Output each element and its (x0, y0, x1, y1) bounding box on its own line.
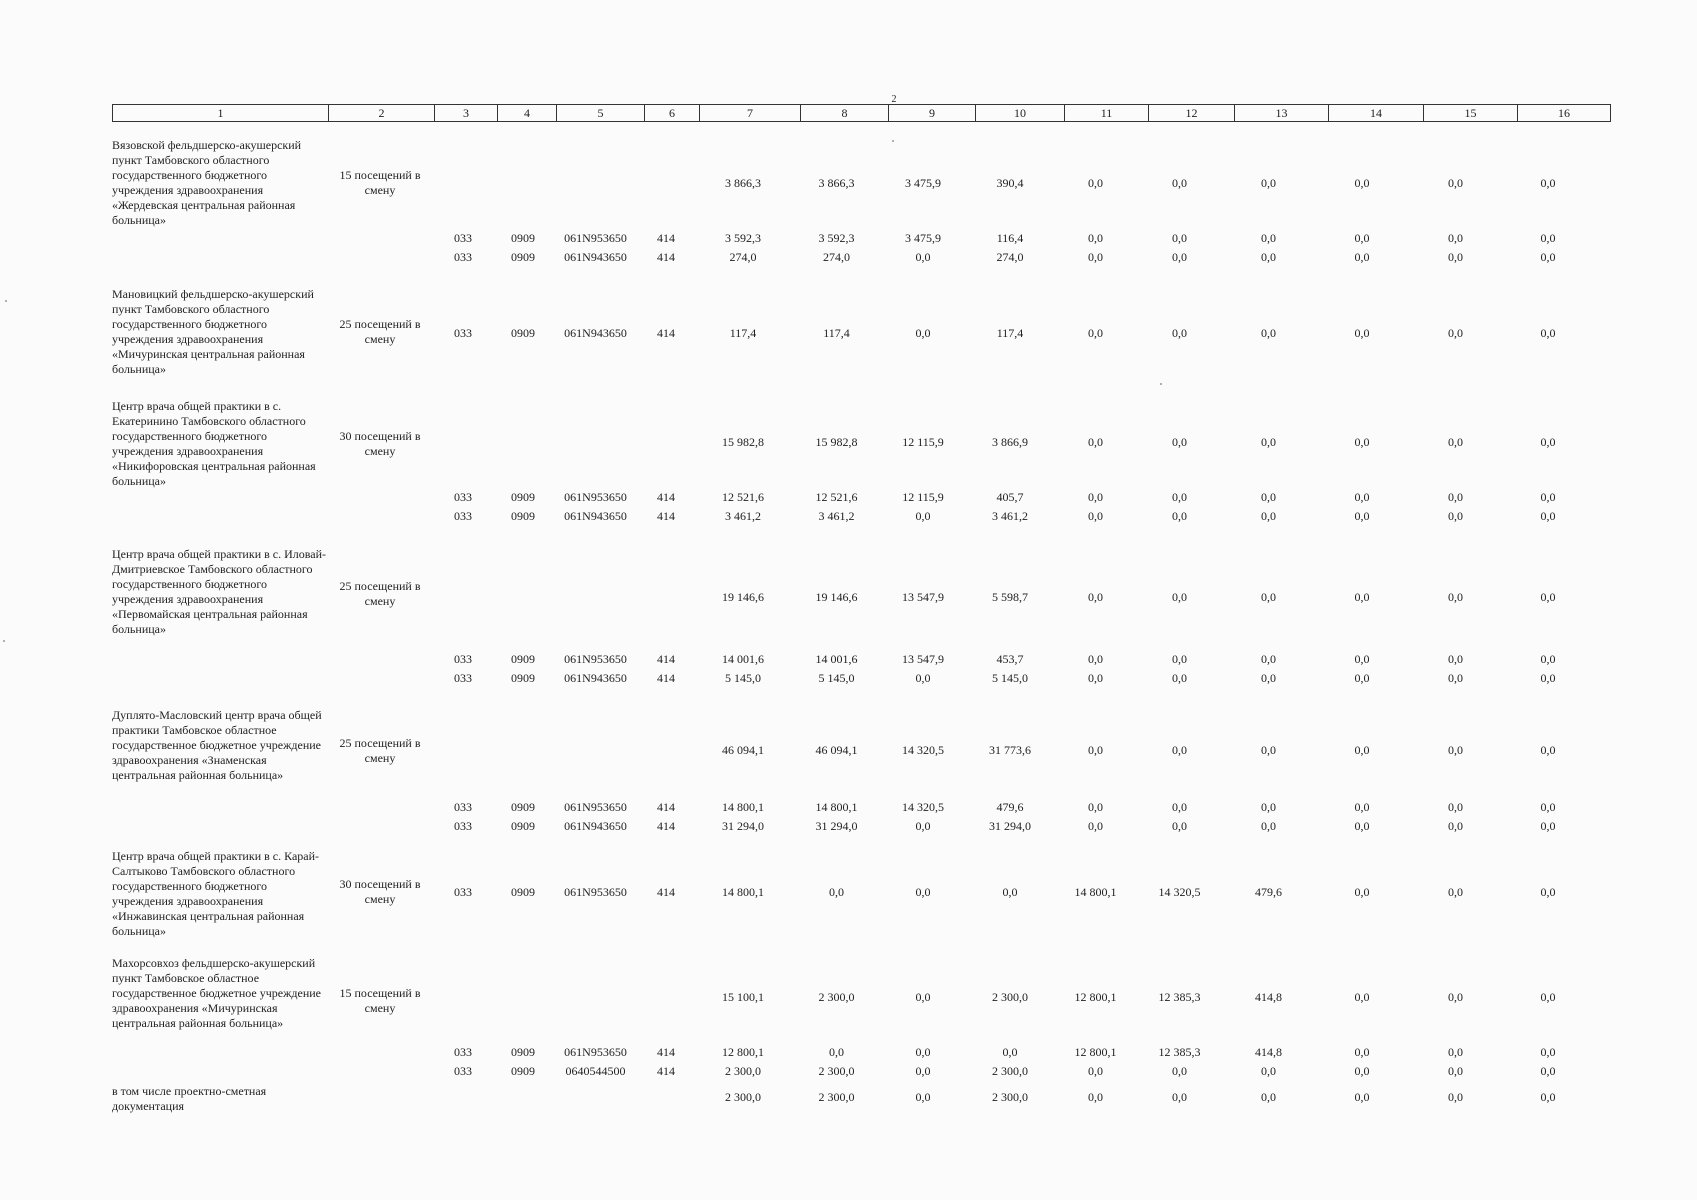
sub-row-cell-col-15: 0,0 (1448, 250, 1463, 264)
column-number-header (112, 104, 1611, 122)
sub-row-cell-col-9: 0,0 (915, 509, 931, 523)
total-cell-col-8: 15 982,8 (815, 435, 858, 449)
sub-row-cell-col-13: 0,0 (1261, 652, 1276, 666)
total-cell-col-12: 0,0 (1172, 590, 1187, 604)
sub-row-cell-col-16: 0,0 (1540, 671, 1556, 685)
header-col-16: 16 (1518, 105, 1611, 122)
total-cell-col-9: 3 475,9 (905, 176, 941, 190)
sub-row-cell-col-11: 0,0 (1088, 671, 1103, 685)
total-cell-col-8: 2 300,0 (818, 1090, 855, 1104)
header-col-4: 4 (498, 105, 557, 122)
sub-row-cell-col-16: 0,0 (1540, 819, 1556, 833)
sub-row-cell-col-7: 3 461,2 (725, 509, 761, 523)
total-cell-col-9: 12 115,9 (902, 435, 944, 449)
sub-row-cell-col-15: 0,0 (1448, 1064, 1463, 1078)
sub-row-cell-col-12: 0,0 (1172, 652, 1187, 666)
sub-row-cell-col-11: 12 800,1 (1074, 1045, 1117, 1059)
total-cell-col-15: 0,0 (1448, 1090, 1463, 1104)
sub-row-cell-col-10: 5 145,0 (992, 671, 1028, 685)
sub-row-cell-col-5: 061N953650 (564, 490, 627, 504)
total-cell-col-7: 15 100,1 (722, 990, 764, 1004)
sub-row-cell-col-7: 31 294,0 (722, 819, 764, 833)
sub-row-cell-col-7: 14 001,6 (722, 652, 764, 666)
entry-capacity: 30 посещений в смену (339, 877, 421, 906)
total-cell-col-10: 0,0 (1002, 885, 1018, 899)
sub-row-cell-col-13: 0,0 (1261, 250, 1276, 264)
total-cell-col-14: 0,0 (1354, 990, 1370, 1004)
sub-row-cell-col-4: 0909 (511, 652, 535, 666)
total-cell-col-13: 0,0 (1261, 743, 1276, 757)
sub-row-cell-col-3: 033 (454, 1045, 472, 1059)
total-cell-col-13: 0,0 (1261, 326, 1276, 340)
total-cell-col-11: 14 800,1 (1074, 885, 1117, 899)
total-cell-col-9: 14 320,5 (902, 743, 944, 757)
sub-row-cell-col-7: 12 800,1 (722, 1045, 764, 1059)
entry-name: Махорсовхоз фельдшерско-акушерский пункт Тамбовское областное государственное бюджетное учреждение здравоохранения «Мичуринская центральная районная больница» (112, 956, 321, 1030)
total-cell-col-3: 033 (454, 326, 472, 340)
sub-row-cell-col-14: 0,0 (1354, 819, 1370, 833)
sub-row-cell-col-4: 0909 (511, 1064, 535, 1078)
total-cell-col-15: 0,0 (1448, 743, 1463, 757)
total-cell-col-13: 0,0 (1261, 176, 1276, 190)
total-cell-col-14: 0,0 (1354, 176, 1370, 190)
sub-row-cell-col-3: 033 (454, 509, 472, 523)
entry-name: Центр врача общей практики в с. Екатеринино Тамбовского областного государственного бюджетного учреждения здравоохранения «Никифоровская центральная районная больница» (112, 399, 316, 488)
entry-name: Центр врача общей практики в с. Карай-Салтыково Тамбовского областного государственного бюджетного учреждения здравоохранения «Инжавинская центральная районная больница» (112, 849, 320, 938)
header-col-8: 8 (801, 105, 889, 122)
sub-row-cell-col-6: 414 (657, 671, 675, 685)
sub-row-cell-col-4: 0909 (511, 490, 535, 504)
total-cell-col-15: 0,0 (1448, 326, 1463, 340)
header-col-11: 11 (1065, 105, 1149, 122)
total-cell-col-11: 0,0 (1088, 1090, 1103, 1104)
total-cell-col-3: 033 (454, 885, 472, 899)
total-cell-col-9: 0,0 (915, 885, 931, 899)
header-col-3: 3 (435, 105, 498, 122)
total-cell-col-11: 0,0 (1088, 435, 1103, 449)
sub-row-cell-col-10: 31 294,0 (989, 819, 1031, 833)
total-cell-col-11: 12 800,1 (1074, 990, 1117, 1004)
sub-row-cell-col-13: 0,0 (1261, 231, 1276, 245)
sub-row-cell-col-5: 061N953650 (564, 1045, 627, 1059)
sub-row-cell-col-7: 3 592,3 (725, 231, 761, 245)
total-cell-col-12: 0,0 (1172, 1090, 1187, 1104)
sub-row-cell-col-12: 0,0 (1172, 231, 1187, 245)
sub-row-cell-col-15: 0,0 (1448, 671, 1463, 685)
sub-row-cell-col-14: 0,0 (1354, 509, 1370, 523)
sub-row-cell-col-12: 0,0 (1172, 671, 1187, 685)
total-cell-col-7: 117,4 (729, 326, 757, 340)
scan-speck (892, 140, 894, 142)
total-cell-col-15: 0,0 (1448, 176, 1463, 190)
total-cell-col-14: 0,0 (1354, 885, 1370, 899)
total-cell-col-4: 0909 (511, 885, 535, 899)
sub-row-cell-col-16: 0,0 (1540, 231, 1556, 245)
entry-name: в том числе проектно-сметная документация (112, 1084, 267, 1113)
sub-row-cell-col-5: 061N943650 (564, 819, 627, 833)
sub-row-cell-col-4: 0909 (511, 250, 535, 264)
sub-row-cell-col-3: 033 (454, 671, 472, 685)
sub-row-cell-col-9: 0,0 (915, 819, 931, 833)
header-col-13: 13 (1235, 105, 1329, 122)
sub-row-cell-col-3: 033 (454, 231, 472, 245)
sub-row-cell-col-5: 061N953650 (564, 652, 627, 666)
sub-row-cell-col-15: 0,0 (1448, 652, 1463, 666)
sub-row-cell-col-12: 0,0 (1172, 490, 1187, 504)
sub-row-cell-col-13: 0,0 (1261, 509, 1276, 523)
total-cell-col-8: 46 094,1 (815, 743, 858, 757)
sub-row-cell-col-14: 0,0 (1354, 671, 1370, 685)
sub-row-cell-col-4: 0909 (511, 231, 535, 245)
sub-row-cell-col-16: 0,0 (1540, 1064, 1556, 1078)
sub-row-cell-col-10: 405,7 (996, 490, 1024, 504)
sub-row-cell-col-8: 5 145,0 (818, 671, 855, 685)
page-number: 2 (891, 94, 897, 105)
total-cell-col-12: 12 385,3 (1158, 990, 1201, 1004)
sub-row-cell-col-5: 0640544500 (565, 1064, 626, 1078)
sub-row-cell-col-16: 0,0 (1540, 250, 1556, 264)
entry-name: Центр врача общей практики в с. Иловай-Дмитриевское Тамбовского областного государственного бюджетного учреждения здравоохранения «Первомайская центральная районная больница» (112, 547, 327, 636)
sub-row-cell-col-5: 061N943650 (564, 250, 627, 264)
sub-row-cell-col-8: 31 294,0 (815, 819, 858, 833)
sub-row-cell-col-6: 414 (657, 250, 675, 264)
sub-row-cell-col-3: 033 (454, 490, 472, 504)
total-cell-col-12: 14 320,5 (1158, 885, 1201, 899)
total-cell-col-14: 0,0 (1354, 743, 1370, 757)
scan-speck (3, 640, 5, 642)
total-cell-col-10: 2 300,0 (992, 990, 1028, 1004)
sub-row-cell-col-11: 0,0 (1088, 490, 1103, 504)
sub-row-cell-col-15: 0,0 (1448, 1045, 1463, 1059)
total-cell-col-7: 3 866,3 (725, 176, 761, 190)
entry-capacity: 15 посещений в смену (339, 986, 421, 1015)
sub-row-cell-col-13: 0,0 (1261, 800, 1276, 814)
sub-row-cell-col-9: 12 115,9 (902, 490, 944, 504)
sub-row-cell-col-16: 0,0 (1540, 490, 1556, 504)
total-cell-col-8: 3 866,3 (818, 176, 855, 190)
sub-row-cell-col-14: 0,0 (1354, 652, 1370, 666)
sub-row-cell-col-16: 0,0 (1540, 800, 1556, 814)
total-cell-col-10: 390,4 (996, 176, 1024, 190)
entry-name: Мановицкий фельдшерско-акушерский пункт Тамбовского областного государственного бюджетного учреждения здравоохранения «Мичуринская центральная районная больница» (112, 287, 314, 376)
sub-row-cell-col-10: 3 461,2 (992, 509, 1028, 523)
scan-speck (1160, 383, 1162, 385)
sub-row-cell-col-10: 453,7 (996, 652, 1024, 666)
total-cell-col-5: 061N953650 (564, 885, 627, 899)
entry-capacity: 25 посещений в смену (339, 736, 421, 765)
sub-row-cell-col-15: 0,0 (1448, 490, 1463, 504)
header-col-7: 7 (700, 105, 801, 122)
sub-row-cell-col-8: 3 592,3 (818, 231, 855, 245)
sub-row-cell-col-3: 033 (454, 1064, 472, 1078)
sub-row-cell-col-16: 0,0 (1540, 1045, 1556, 1059)
sub-row-cell-col-9: 3 475,9 (905, 231, 941, 245)
entry-capacity: 25 посещений в смену (339, 579, 421, 608)
total-cell-col-8: 117,4 (823, 326, 850, 340)
entry-name: Вязовской фельдшерско-акушерский пункт Тамбовского областного государственного бюджетного учреждения здравоохранения «Жердевская центральная районная больница» (112, 138, 302, 227)
sub-row-cell-col-4: 0909 (511, 509, 535, 523)
sub-row-cell-col-12: 0,0 (1172, 509, 1187, 523)
total-cell-col-11: 0,0 (1088, 590, 1103, 604)
sub-row-cell-col-8: 3 461,2 (818, 509, 855, 523)
total-cell-col-8: 2 300,0 (818, 990, 855, 1004)
sub-row-cell-col-5: 061N943650 (564, 509, 627, 523)
sub-row-cell-col-6: 414 (657, 490, 675, 504)
header-col-10: 10 (976, 105, 1065, 122)
total-cell-col-16: 0,0 (1540, 176, 1556, 190)
header-col-12: 12 (1149, 105, 1235, 122)
sub-row-cell-col-16: 0,0 (1540, 652, 1556, 666)
sub-row-cell-col-11: 0,0 (1088, 1064, 1103, 1078)
total-cell-col-8: 0,0 (829, 885, 844, 899)
sub-row-cell-col-7: 274,0 (729, 250, 757, 264)
sub-row-cell-col-9: 13 547,9 (902, 652, 944, 666)
total-cell-col-10: 3 866,9 (992, 435, 1028, 449)
sub-row-cell-col-11: 0,0 (1088, 250, 1103, 264)
entry-name: Дуплято-Масловский центр врача общей практики Тамбовское областное государственное бюджетное учреждение здравоохранения «Знаменская центральная районная больница» (112, 708, 322, 782)
total-cell-col-10: 5 598,7 (992, 590, 1028, 604)
total-cell-col-7: 19 146,6 (722, 590, 764, 604)
sub-row-cell-col-10: 479,6 (996, 800, 1024, 814)
total-cell-col-16: 0,0 (1540, 590, 1556, 604)
sub-row-cell-col-14: 0,0 (1354, 490, 1370, 504)
sub-row-cell-col-10: 0,0 (1002, 1045, 1018, 1059)
sub-row-cell-col-8: 14 800,1 (815, 800, 858, 814)
sub-row-cell-col-6: 414 (657, 819, 675, 833)
total-cell-col-12: 0,0 (1172, 326, 1187, 340)
sub-row-cell-col-11: 0,0 (1088, 652, 1103, 666)
sub-row-cell-col-8: 12 521,6 (815, 490, 858, 504)
sub-row-cell-col-4: 0909 (511, 800, 535, 814)
total-cell-col-16: 0,0 (1540, 326, 1556, 340)
sub-row-cell-col-15: 0,0 (1448, 819, 1463, 833)
total-cell-col-12: 0,0 (1172, 435, 1187, 449)
entry-capacity: 15 посещений в смену (339, 168, 421, 197)
sub-row-cell-col-6: 414 (657, 1064, 675, 1078)
sub-row-cell-col-9: 0,0 (915, 250, 931, 264)
total-cell-col-7: 46 094,1 (722, 743, 764, 757)
header-col-5: 5 (557, 105, 645, 122)
sub-row-cell-col-10: 274,0 (996, 250, 1024, 264)
sub-row-cell-col-4: 0909 (511, 1045, 535, 1059)
total-cell-col-16: 0,0 (1540, 885, 1556, 899)
sub-row-cell-col-12: 0,0 (1172, 1064, 1187, 1078)
total-cell-col-14: 0,0 (1354, 326, 1370, 340)
sub-row-cell-col-16: 0,0 (1540, 509, 1556, 523)
total-cell-col-4: 0909 (511, 326, 535, 340)
total-cell-col-12: 0,0 (1172, 743, 1187, 757)
total-cell-col-10: 2 300,0 (992, 1090, 1028, 1104)
total-cell-col-9: 0,0 (915, 990, 931, 1004)
sub-row-cell-col-15: 0,0 (1448, 509, 1463, 523)
total-cell-col-16: 0,0 (1540, 1090, 1556, 1104)
total-cell-col-15: 0,0 (1448, 990, 1463, 1004)
sub-row-cell-col-14: 0,0 (1354, 1045, 1370, 1059)
sub-row-cell-col-8: 2 300,0 (818, 1064, 855, 1078)
entry-capacity: 30 посещений в смену (339, 429, 421, 458)
scan-speck (5, 300, 7, 302)
sub-row-cell-col-6: 414 (657, 231, 675, 245)
total-cell-col-8: 19 146,6 (815, 590, 858, 604)
total-cell-col-11: 0,0 (1088, 176, 1103, 190)
sub-row-cell-col-12: 0,0 (1172, 250, 1187, 264)
sub-row-cell-col-6: 414 (657, 652, 675, 666)
sub-row-cell-col-13: 414,8 (1255, 1045, 1282, 1059)
sub-row-cell-col-11: 0,0 (1088, 231, 1103, 245)
total-cell-col-11: 0,0 (1088, 326, 1103, 340)
total-cell-col-13: 0,0 (1261, 1090, 1276, 1104)
sub-row-cell-col-3: 033 (454, 800, 472, 814)
sub-row-cell-col-6: 414 (657, 1045, 675, 1059)
total-cell-col-7: 15 982,8 (722, 435, 764, 449)
sub-row-cell-col-3: 033 (454, 250, 472, 264)
sub-row-cell-col-13: 0,0 (1261, 819, 1276, 833)
entry-capacity: 25 посещений в смену (339, 317, 421, 346)
sub-row-cell-col-9: 14 320,5 (902, 800, 944, 814)
sub-row-cell-col-5: 061N943650 (564, 671, 627, 685)
sub-row-cell-col-7: 14 800,1 (722, 800, 764, 814)
sub-row-cell-col-10: 116,4 (996, 231, 1024, 245)
total-cell-col-13: 479,6 (1255, 885, 1282, 899)
sub-row-cell-col-14: 0,0 (1354, 250, 1370, 264)
total-cell-col-14: 0,0 (1354, 435, 1370, 449)
sub-row-cell-col-9: 0,0 (915, 1064, 931, 1078)
sub-row-cell-col-12: 12 385,3 (1158, 1045, 1201, 1059)
total-cell-col-15: 0,0 (1448, 885, 1463, 899)
total-cell-col-9: 0,0 (915, 1090, 931, 1104)
sub-row-cell-col-3: 033 (454, 819, 472, 833)
sub-row-cell-col-13: 0,0 (1261, 1064, 1276, 1078)
total-cell-col-13: 0,0 (1261, 590, 1276, 604)
sub-row-cell-col-5: 061N953650 (564, 800, 627, 814)
header-col-15: 15 (1424, 105, 1518, 122)
header-col-2: 2 (329, 105, 435, 122)
sub-row-cell-col-7: 12 521,6 (722, 490, 764, 504)
sub-row-cell-col-8: 274,0 (823, 250, 850, 264)
header-col-14: 14 (1329, 105, 1424, 122)
sub-row-cell-col-14: 0,0 (1354, 231, 1370, 245)
header-col-9: 9 (889, 105, 976, 122)
sub-row-cell-col-6: 414 (657, 509, 675, 523)
sub-row-cell-col-11: 0,0 (1088, 819, 1103, 833)
sub-row-cell-col-4: 0909 (511, 819, 535, 833)
total-cell-col-11: 0,0 (1088, 743, 1103, 757)
sub-row-cell-col-7: 2 300,0 (725, 1064, 761, 1078)
sub-row-cell-col-14: 0,0 (1354, 800, 1370, 814)
sub-row-cell-col-6: 414 (657, 800, 675, 814)
total-cell-col-10: 117,4 (996, 326, 1024, 340)
sub-row-cell-col-14: 0,0 (1354, 1064, 1370, 1078)
total-cell-col-16: 0,0 (1540, 743, 1556, 757)
total-cell-col-9: 13 547,9 (902, 590, 944, 604)
sub-row-cell-col-4: 0909 (511, 671, 535, 685)
sub-row-cell-col-8: 14 001,6 (815, 652, 858, 666)
sub-row-cell-col-15: 0,0 (1448, 800, 1463, 814)
total-cell-col-9: 0,0 (915, 326, 931, 340)
total-cell-col-10: 31 773,6 (989, 743, 1031, 757)
total-cell-col-15: 0,0 (1448, 590, 1463, 604)
header-row (113, 105, 1611, 122)
total-cell-col-6: 414 (657, 885, 675, 899)
sub-row-cell-col-10: 2 300,0 (992, 1064, 1028, 1078)
total-cell-col-7: 2 300,0 (725, 1090, 761, 1104)
total-cell-col-16: 0,0 (1540, 435, 1556, 449)
sub-row-cell-col-5: 061N953650 (564, 231, 627, 245)
total-cell-col-13: 414,8 (1255, 990, 1282, 1004)
total-cell-col-16: 0,0 (1540, 990, 1556, 1004)
total-cell-col-14: 0,0 (1354, 1090, 1370, 1104)
header-col-1: 1 (113, 105, 329, 122)
sub-row-cell-col-12: 0,0 (1172, 819, 1187, 833)
sub-row-cell-col-9: 0,0 (915, 671, 931, 685)
total-cell-col-15: 0,0 (1448, 435, 1463, 449)
sub-row-cell-col-7: 5 145,0 (725, 671, 761, 685)
header-col-6: 6 (645, 105, 700, 122)
total-cell-col-14: 0,0 (1354, 590, 1370, 604)
total-cell-col-7: 14 800,1 (722, 885, 764, 899)
sub-row-cell-col-11: 0,0 (1088, 800, 1103, 814)
sub-row-cell-col-15: 0,0 (1448, 231, 1463, 245)
total-cell-col-12: 0,0 (1172, 176, 1187, 190)
sub-row-cell-col-3: 033 (454, 652, 472, 666)
total-cell-col-5: 061N943650 (564, 326, 627, 340)
total-cell-col-13: 0,0 (1261, 435, 1276, 449)
sub-row-cell-col-11: 0,0 (1088, 509, 1103, 523)
sub-row-cell-col-8: 0,0 (829, 1045, 844, 1059)
sub-row-cell-col-9: 0,0 (915, 1045, 931, 1059)
sub-row-cell-col-13: 0,0 (1261, 671, 1276, 685)
sub-row-cell-col-13: 0,0 (1261, 490, 1276, 504)
total-cell-col-6: 414 (657, 326, 675, 340)
sub-row-cell-col-12: 0,0 (1172, 800, 1187, 814)
